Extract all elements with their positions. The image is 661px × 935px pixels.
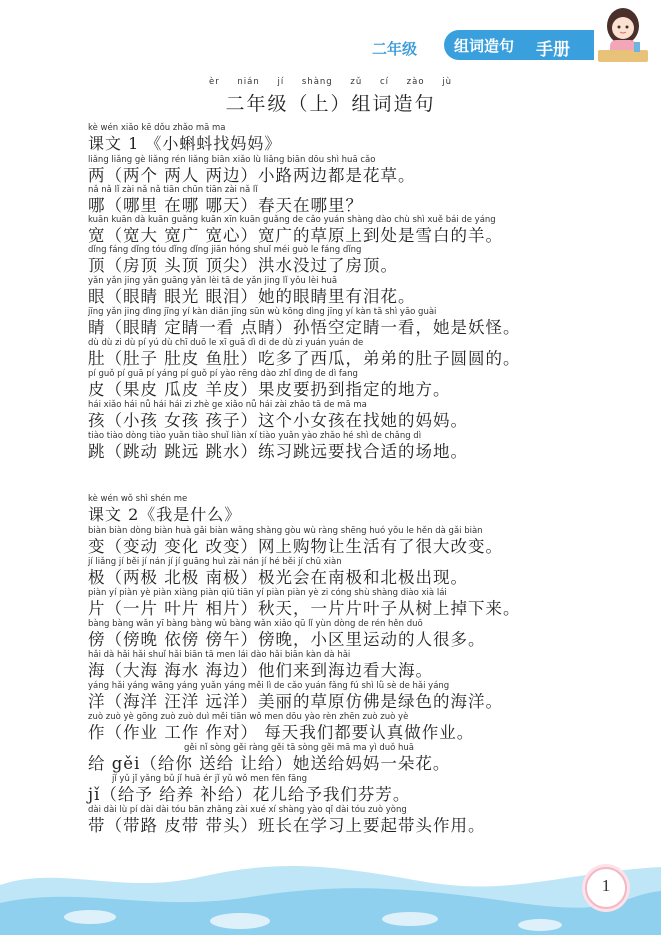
line-text: 作（作业 工作 作对） 每天我们都要认真做作业。 [88,723,475,742]
line-pinyin: dài dài lù pí dài dài tóu bān zhǎng zài xué xí shàng yào qǐ dài tóu zuò yòng [88,805,407,815]
page-title-pinyin: èr nián jí shàng zǔ cí zào jù [208,77,453,87]
line-pinyin: jí liǎng jí běi jí nán jí jí guāng huì zài nán jí hé běi jí chū xiàn [88,557,342,567]
list-item [88,774,618,805]
header-book-label: 手册 [536,40,570,60]
line-text: 宽（宽大 宽广 宽心）宽广的草原上到处是雪白的羊。 [88,226,503,245]
list-item [88,369,618,400]
line-text: 带（带路 皮带 带头）班长在学习上要起带头作用。 [88,816,486,835]
page-header [0,0,661,72]
list-item [88,650,618,681]
line-pinyin: nǎ nǎ lǐ zài nǎ nǎ tiān chūn tiān zài nǎ lǐ [88,185,258,195]
line-text: 给 gěi（给你 送给 让给）她送给妈妈一朵花。 [88,754,451,773]
line-pinyin: kuān kuān dà kuān guǎng kuān xīn kuān guǎng de cǎo yuán shàng dào chù shì xuě bái de yáng [88,215,496,225]
line-text: jǐ（给予 给养 补给）花儿给予我们芬芳。 [88,785,411,804]
list-item [88,431,618,462]
list-item [88,307,618,338]
list-item [88,245,618,276]
list-item [88,400,618,431]
list-item [88,588,618,619]
header-title: 组词造句 [454,37,515,55]
line-text: 极（两极 北极 南极）极光会在南极和北极出现。 [88,568,468,587]
line-text: 课文 2《我是什么》 [88,505,242,524]
line-text: 海（大海 海水 海边）他们来到海边看大海。 [88,661,433,680]
line-text: 傍（傍晚 依傍 傍午）傍晚，小区里运动的人很多。 [88,630,486,649]
list-item [88,743,618,774]
lesson-2-heading [88,494,618,525]
line-pinyin: yǎn yǎn jing yǎn guāng yǎn lèi tā de yǎn jing lǐ yǒu lèi huā [88,276,338,286]
list-item [88,276,618,307]
line-text: 两（两个 两人 两边）小路两边都是花草。 [88,166,416,185]
line-text: 哪（哪里 在哪 哪天）春天在哪里？ [88,196,363,215]
list-item [88,619,618,650]
page-title [0,77,661,116]
cloud-wave-footer-icon [0,855,661,935]
list-item [88,681,618,712]
line-text: 顶（房顶 头顶 顶尖）洪水没过了房顶。 [88,256,398,275]
line-pinyin: jīng yǎn jing dìng jīng yí kàn diǎn jīng sūn wù kōng dìng jīng yí kàn tā shì yāo guài [88,307,437,317]
header-ribbon [444,30,594,60]
list-item [88,805,618,836]
line-pinyin: piàn yí piàn yè piàn xiàng piàn qiū tiān yí piàn piàn yè zi cóng shù shàng diào xià lái [88,588,447,598]
line-pinyin: yáng hǎi yáng wāng yáng yuǎn yáng měi lì de cǎo yuán fǎng fú shì lǜ sè de hǎi yáng [88,681,450,691]
line-pinyin: tiào tiào dòng tiào yuǎn tiào shuǐ liàn xí tiào yuǎn yào zhǎo hé shì de chǎng dì [88,431,422,441]
line-text: 变（变动 变化 改变）网上购物让生活有了很大改变。 [88,537,503,556]
line-text: 片（一片 叶片 相片）秋天，一片片叶子从树上掉下来。 [88,599,521,618]
line-text: 皮（果皮 瓜皮 羊皮）果皮要扔到指定的地方。 [88,380,451,399]
list-item [88,338,618,369]
line-pinyin: biàn biàn dòng biàn huà gǎi biàn wǎng shàng gòu wù ràng shēng huó yǒu le hěn dà gǎi biàn [88,526,483,536]
line-pinyin: liǎng liǎng gè liǎng rén liǎng biān xiǎo lù liǎng biān dōu shì huā cǎo [88,155,376,165]
list-item [88,526,618,557]
line-pinyin: pí guǒ pí guā pí yáng pí guǒ pí yào rēng dào zhǐ dìng de dì fang [88,369,358,379]
line-pinyin: kè wén xiǎo kē dǒu zhǎo mā ma [88,123,226,133]
line-pinyin: jǐ yǔ jǐ yǎng bǔ jǐ huā ér jǐ yǔ wǒ men fēn fāng [112,774,308,784]
line-text: 课文 1 《小蝌蚪找妈妈》 [88,134,282,153]
line-pinyin: gěi nǐ sòng gěi ràng gěi tā sòng gěi mā ma yì duǒ huā [184,743,415,753]
line-text: 孩（小孩 女孩 孩子）这个小女孩在找她的妈妈。 [88,411,468,430]
list-item [88,185,618,216]
list-item [88,155,618,186]
line-pinyin: zuò zuò yè gōng zuò zuò duì měi tiān wǒ men dōu yào rèn zhēn zuò zuò yè [88,712,409,722]
line-pinyin: hái xiǎo hái nǚ hái hái zi zhè ge xiǎo nǚ hái zài zhǎo tā de mā ma [88,400,367,410]
list-item [88,712,618,743]
grade-label: 二年级 [372,40,418,58]
line-pinyin: hǎi dà hǎi hǎi shuǐ hǎi biān tā men lái dào hǎi biān kàn dà hǎi [88,650,351,660]
page-title-text: 二年级（上）组词造句 [225,93,436,115]
line-pinyin: bàng bàng wǎn yī bàng bàng wǔ bàng wǎn xiǎo qū lǐ yùn dòng de rén hěn duō [88,619,423,629]
list-item [88,557,618,588]
list-item [88,215,618,246]
line-pinyin: dǐng fáng dǐng tóu dǐng dǐng jiān hóng shuǐ méi guò le fáng dǐng [88,245,362,255]
line-text: 眼（眼睛 眼光 眼泪）她的眼睛里有泪花。 [88,287,416,306]
lesson-1-heading [88,123,618,154]
line-text: 跳（跳动 跳远 跳水）练习跳远要找合适的场地。 [88,442,468,461]
girl-illustration-icon [590,4,656,64]
line-pinyin: dù dù zi dù pí yú dù chī duō le xī guā dì di de dù zi yuán yuán de [88,338,364,348]
line-pinyin: kè wén wǒ shì shén me [88,494,188,504]
page-number: 1 [601,876,611,895]
line-text: 肚（肚子 肚皮 鱼肚）吃多了西瓜，弟弟的肚子圆圆的。 [88,349,521,368]
line-text: 睛（眼睛 定睛一看 点睛）孙悟空定睛一看，她是妖怪。 [88,318,521,337]
line-text: 洋（海洋 汪洋 远洋）美丽的草原仿佛是绿色的海洋。 [88,692,503,711]
